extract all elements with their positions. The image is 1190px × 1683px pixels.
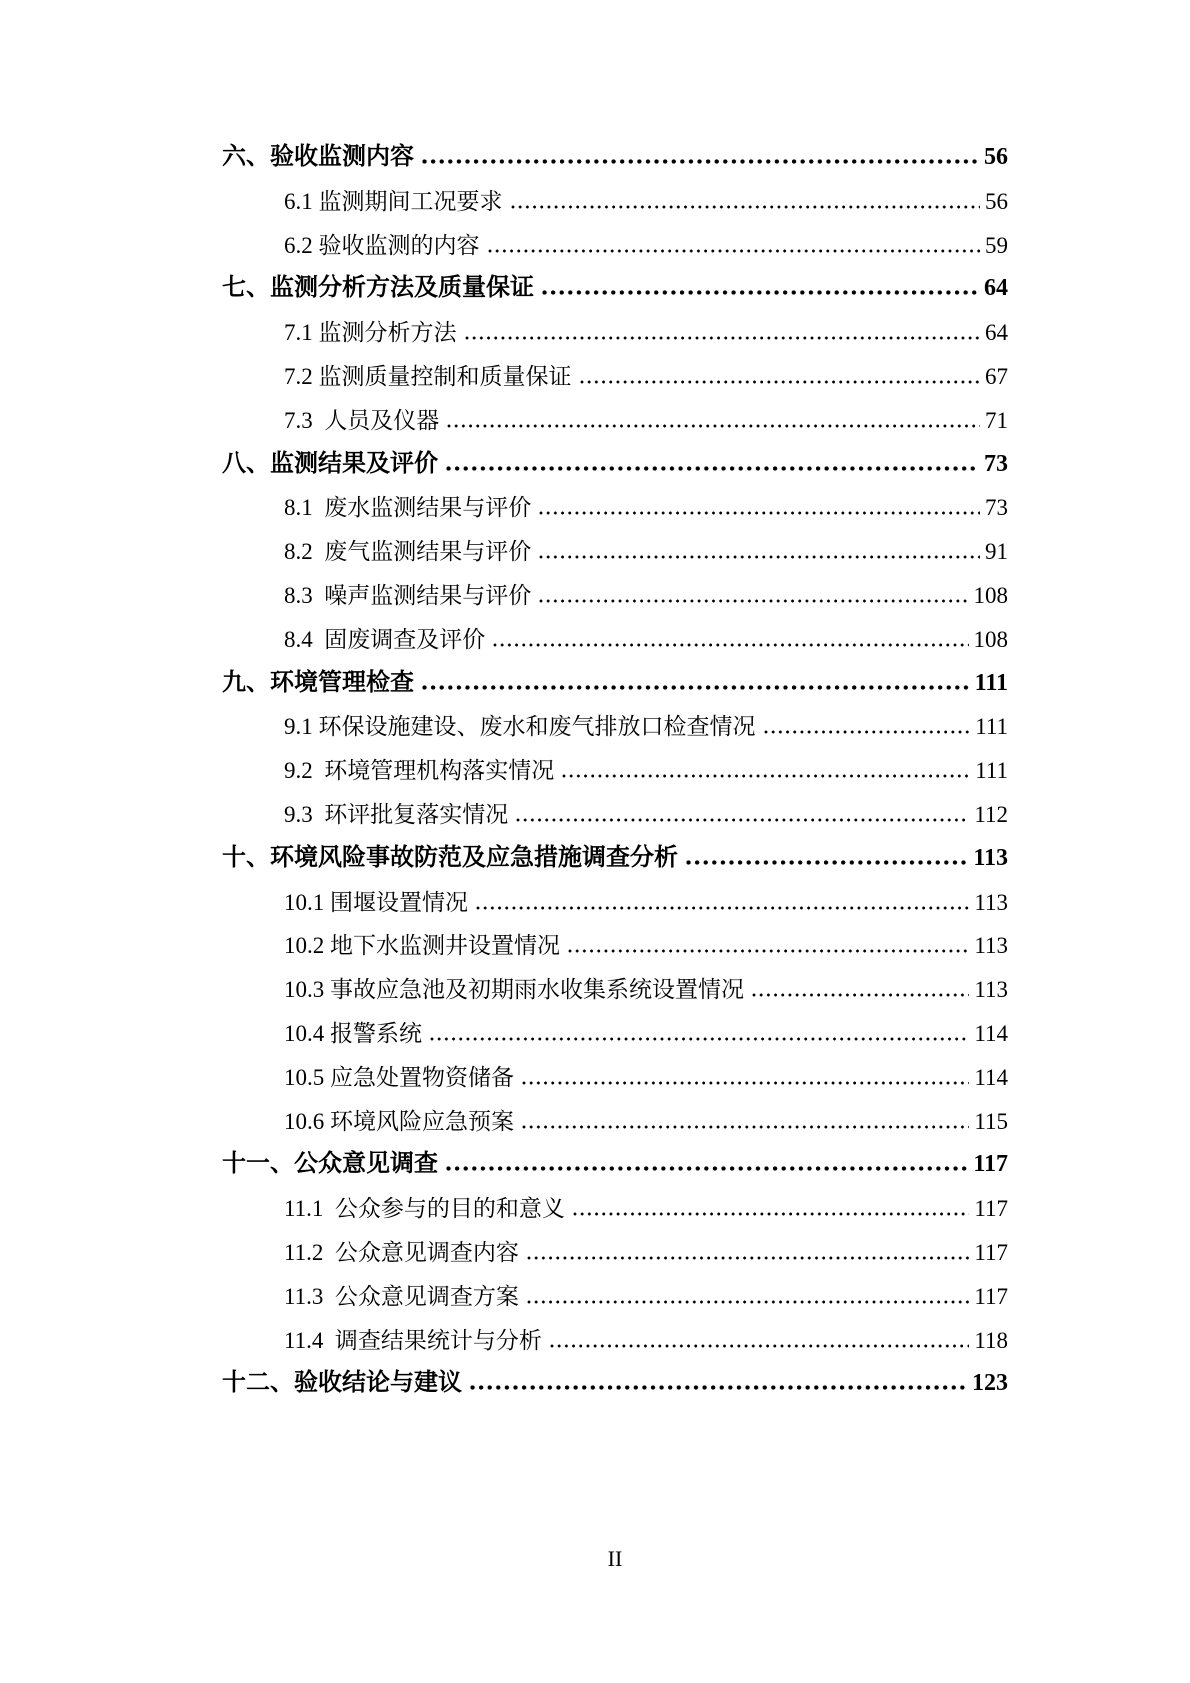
dot-leader bbox=[539, 555, 980, 559]
toc-entry[interactable] bbox=[222, 1012, 1008, 1056]
toc-page-number: 113 bbox=[974, 889, 1008, 915]
toc-entry[interactable] bbox=[222, 837, 1008, 881]
dot-leader bbox=[562, 774, 970, 778]
toc-entry[interactable] bbox=[222, 881, 1008, 925]
toc bbox=[222, 136, 1008, 1406]
toc-entry[interactable] bbox=[222, 355, 1008, 399]
toc-entry[interactable] bbox=[222, 1187, 1008, 1231]
toc-page-number: 113 bbox=[973, 844, 1008, 871]
dot-leader bbox=[527, 1300, 969, 1304]
toc-entry-label: 7.2 监测质量控制和质量保证 bbox=[284, 363, 572, 389]
toc-entry[interactable] bbox=[222, 1231, 1008, 1275]
toc-entry-label: 10.3 事故应急池及初期雨水收集系统设置情况 bbox=[284, 977, 744, 1003]
toc-entry-label: 8.2 废气监测结果与评价 bbox=[284, 539, 532, 565]
toc-entry[interactable] bbox=[222, 1100, 1008, 1144]
toc-page-number: 56 bbox=[985, 188, 1008, 214]
toc-page-number: 73 bbox=[985, 495, 1008, 521]
dot-leader bbox=[447, 424, 980, 428]
toc-entry-label: 9.3 环评批复落实情况 bbox=[284, 801, 509, 827]
dot-leader bbox=[539, 599, 968, 603]
toc-entry[interactable] bbox=[222, 924, 1008, 968]
dot-leader bbox=[470, 1385, 967, 1390]
toc-entry[interactable] bbox=[222, 311, 1008, 355]
toc-page-number: 111 bbox=[975, 714, 1008, 740]
toc-entry-label: 11.1 公众参与的目的和意义 bbox=[284, 1196, 565, 1222]
toc-entry-label: 11.3 公众意见调查方案 bbox=[284, 1283, 519, 1309]
toc-page-number: 117 bbox=[973, 1151, 1008, 1178]
toc-entry-label: 六、验收监测内容 bbox=[222, 144, 414, 170]
toc-entry-label: 11.2 公众意见调查内容 bbox=[284, 1239, 519, 1265]
toc-page-number: 117 bbox=[974, 1283, 1008, 1309]
toc-entry-label: 九、环境管理检查 bbox=[222, 669, 414, 696]
toc-page-number: 111 bbox=[975, 758, 1008, 784]
dot-leader bbox=[516, 818, 969, 822]
toc-entry-label: 7.3 人员及仪器 bbox=[284, 407, 440, 433]
toc-entry-label: 8.4 固废调查及评价 bbox=[284, 626, 486, 652]
toc-entry[interactable] bbox=[222, 136, 1008, 180]
toc-page-number: 64 bbox=[984, 275, 1008, 302]
toc-page-number: 111 bbox=[974, 669, 1008, 696]
toc-entry-label: 6.1 监测期间工况要求 bbox=[284, 188, 503, 214]
toc-entry[interactable] bbox=[222, 705, 1008, 749]
toc-page-number: 114 bbox=[974, 1064, 1008, 1090]
toc-entry[interactable] bbox=[222, 1056, 1008, 1100]
toc-page-number: 67 bbox=[985, 363, 1008, 389]
toc-entry-label: 11.4 调查结果统计与分析 bbox=[284, 1327, 542, 1353]
toc-entry[interactable] bbox=[222, 749, 1008, 793]
dot-leader bbox=[686, 860, 968, 865]
toc-page-number: 113 bbox=[974, 977, 1008, 1003]
toc-entry[interactable] bbox=[222, 574, 1008, 618]
dot-leader bbox=[511, 205, 981, 209]
dot-leader bbox=[580, 380, 981, 384]
dot-leader bbox=[446, 1166, 968, 1171]
toc-entry-label: 七、监测分析方法及质量保证 bbox=[222, 275, 534, 302]
toc-entry[interactable] bbox=[222, 1319, 1008, 1363]
toc-page-number: 114 bbox=[974, 1020, 1008, 1046]
dot-leader bbox=[430, 1037, 969, 1041]
toc-entry-label: 9.2 环境管理机构落实情况 bbox=[284, 758, 555, 784]
toc-page-number: 56 bbox=[984, 144, 1008, 170]
toc-entry[interactable] bbox=[222, 443, 1008, 487]
toc-entry[interactable] bbox=[222, 486, 1008, 530]
toc-entry[interactable] bbox=[222, 1275, 1008, 1319]
toc-page-number: 71 bbox=[985, 407, 1008, 433]
toc-entry[interactable] bbox=[222, 1362, 1008, 1406]
dot-leader bbox=[539, 511, 980, 515]
dot-leader bbox=[422, 159, 979, 164]
toc-entry-label: 10.5 应急处置物资储备 bbox=[284, 1064, 514, 1090]
toc-entry-label: 十二、验收结论与建议 bbox=[222, 1370, 462, 1397]
dot-leader bbox=[568, 949, 969, 953]
toc-entry-label: 10.1 围堰设置情况 bbox=[284, 889, 468, 915]
toc-entry[interactable] bbox=[222, 180, 1008, 224]
dot-leader bbox=[764, 730, 971, 734]
toc-entry[interactable] bbox=[222, 618, 1008, 662]
dot-leader bbox=[488, 249, 981, 253]
toc-page-number: 117 bbox=[974, 1239, 1008, 1265]
toc-page-number: 64 bbox=[985, 320, 1008, 346]
toc-page-number: 112 bbox=[974, 801, 1008, 827]
toc-page-number: 113 bbox=[974, 933, 1008, 959]
toc-page-number: 108 bbox=[973, 626, 1008, 652]
dot-leader bbox=[446, 466, 979, 471]
toc-entry-label: 10.6 环境风险应急预案 bbox=[284, 1108, 514, 1134]
toc-page-number: 108 bbox=[973, 582, 1008, 608]
dot-leader bbox=[493, 643, 968, 647]
toc-entry[interactable] bbox=[222, 399, 1008, 443]
toc-entry[interactable] bbox=[222, 530, 1008, 574]
toc-entry-label: 6.2 验收监测的内容 bbox=[284, 232, 480, 258]
toc-entry[interactable] bbox=[222, 793, 1008, 837]
toc-entry-label: 十、环境风险事故防范及应急措施调查分析 bbox=[222, 844, 678, 871]
toc-entry-label: 10.4 报警系统 bbox=[284, 1020, 422, 1046]
dot-leader bbox=[522, 1081, 969, 1085]
toc-entry-label: 八、监测结果及评价 bbox=[222, 450, 438, 477]
toc-entry-label: 9.1 环保设施建设、废水和废气排放口检查情况 bbox=[284, 714, 756, 740]
toc-entry[interactable] bbox=[222, 267, 1008, 311]
dot-leader bbox=[527, 1256, 969, 1260]
toc-entry-label: 十一、公众意见调查 bbox=[222, 1151, 438, 1178]
dot-leader bbox=[522, 1125, 969, 1129]
toc-entry[interactable] bbox=[222, 968, 1008, 1012]
toc-entry[interactable] bbox=[222, 1143, 1008, 1187]
dot-leader bbox=[752, 993, 969, 997]
toc-page-number: 123 bbox=[972, 1370, 1008, 1397]
toc-entry-label: 8.1 废水监测结果与评价 bbox=[284, 495, 532, 521]
dot-leader bbox=[542, 290, 979, 295]
footer-page-number: II bbox=[607, 1546, 623, 1571]
toc-page-number: 73 bbox=[984, 450, 1008, 477]
dot-leader bbox=[422, 685, 970, 690]
toc-page-number: 59 bbox=[985, 232, 1008, 258]
toc-page-number: 117 bbox=[974, 1196, 1008, 1222]
toc-entry-label: 10.2 地下水监测井设置情况 bbox=[284, 933, 560, 959]
dot-leader bbox=[573, 1212, 969, 1216]
dot-leader bbox=[550, 1344, 969, 1348]
toc-entry-label: 8.3 噪声监测结果与评价 bbox=[284, 582, 532, 608]
toc-entry[interactable] bbox=[222, 224, 1008, 268]
dot-leader bbox=[465, 336, 981, 340]
toc-page-number: 91 bbox=[985, 539, 1008, 565]
dot-leader bbox=[476, 906, 969, 910]
toc-entry[interactable] bbox=[222, 662, 1008, 706]
toc-page-number: 115 bbox=[974, 1108, 1008, 1134]
toc-entry-label: 7.1 监测分析方法 bbox=[284, 320, 457, 346]
toc-page-number: 118 bbox=[974, 1327, 1008, 1353]
